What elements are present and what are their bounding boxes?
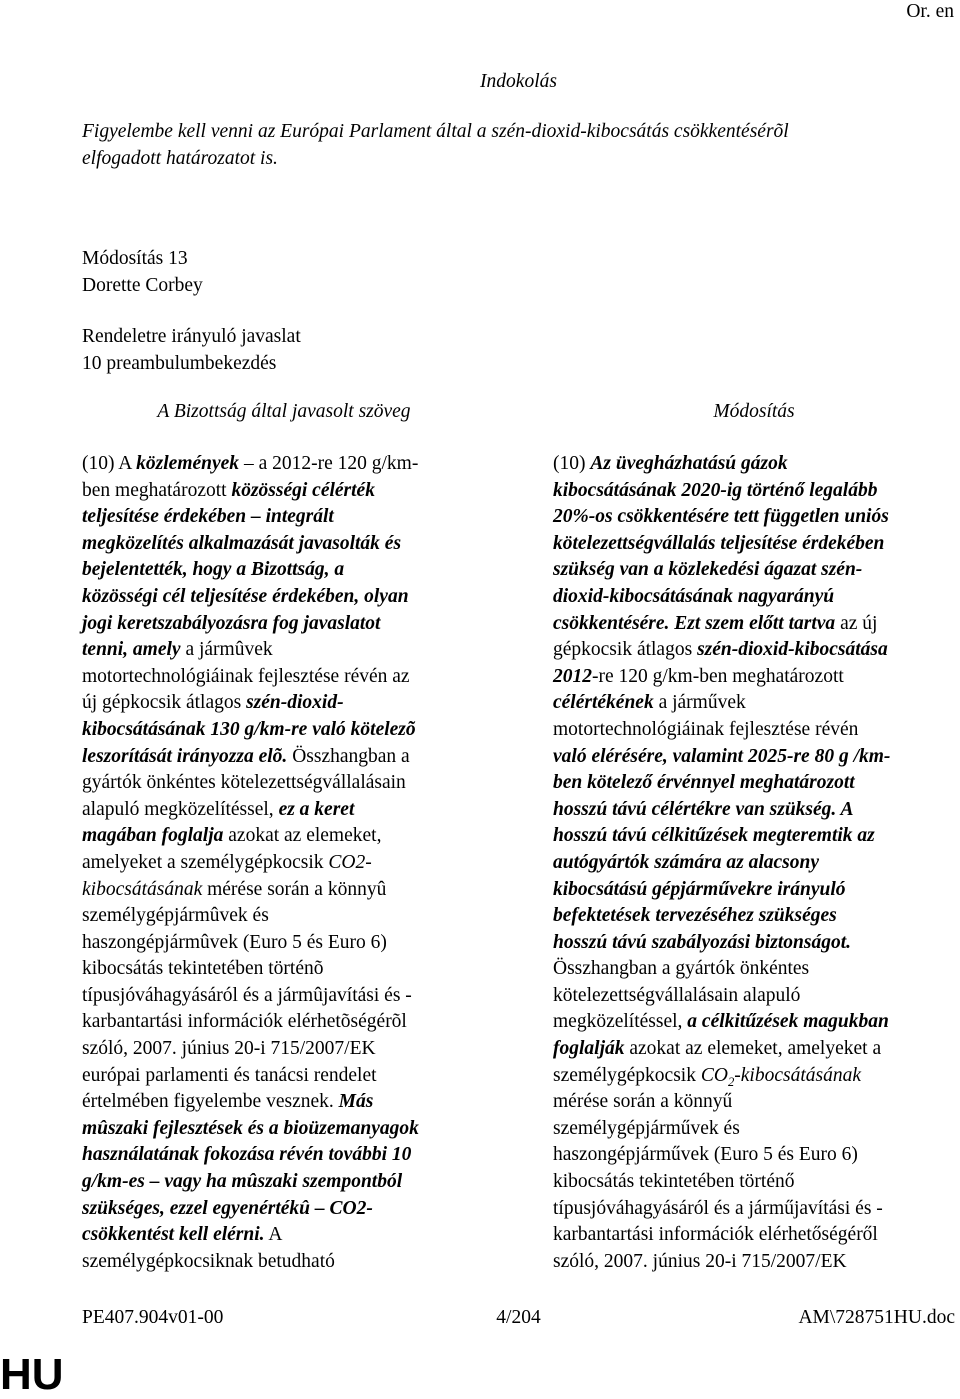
text-line <box>82 823 492 850</box>
text-line <box>82 1222 492 1249</box>
amendment-meta <box>82 245 203 299</box>
text-line <box>553 1089 958 1116</box>
text-line <box>82 1116 492 1143</box>
text-line <box>82 1089 492 1116</box>
text-run: az új <box>835 612 878 634</box>
text-run: bejelentették, hogy a Bizottság, a <box>82 559 345 581</box>
text-line <box>553 877 958 904</box>
text-run: kötelezettségvállalásain alapuló <box>553 984 801 1006</box>
proposal-type: Rendeletre irányuló javaslat <box>82 326 301 347</box>
text-run: kibocsátású gépjárművekre irányuló <box>553 878 846 900</box>
text-line <box>553 611 958 638</box>
text-run: a járművek <box>653 692 746 714</box>
text-run: CO <box>700 1064 728 1086</box>
text-run: A <box>264 1224 283 1246</box>
justification-line: elfogadott határozatot is. <box>82 148 278 169</box>
text-run: mûszaki fejlesztések és a bioüzemanyagok <box>82 1117 419 1139</box>
text-line <box>553 451 958 478</box>
text-run: 20%-os csökkentésére tett független uniós <box>553 506 889 528</box>
text-run: gépkocsik átlagos <box>553 639 698 661</box>
text-line <box>82 690 492 717</box>
text-run: foglalják <box>553 1038 625 1060</box>
text-line <box>82 1009 492 1036</box>
text-run: közlemények <box>136 453 240 474</box>
text-run: haszongépjárművek (Euro 5 és Euro 6) <box>553 1144 858 1166</box>
text-line <box>82 744 492 771</box>
text-run: mérése során a könnyű <box>553 1091 733 1113</box>
text-run: ez a keret <box>278 798 355 820</box>
text-run: kibocsátásának <box>82 878 203 900</box>
text-line <box>553 531 958 558</box>
text-run: Összhangban a gyártók önkéntes <box>553 958 810 980</box>
text-run: CO2- <box>328 851 372 873</box>
text-run: -re 120 g/km-ben meghatározott <box>592 665 844 687</box>
text-line <box>553 1009 958 1036</box>
text-line <box>553 1036 958 1063</box>
text-run: hosszú távú célértékre van szükség. A <box>553 798 854 820</box>
text-line <box>82 1196 492 1223</box>
text-line <box>553 478 958 505</box>
text-run: közösségi célérték <box>231 479 375 501</box>
text-line <box>82 584 492 611</box>
commission-text-column <box>82 451 492 1275</box>
text-line <box>82 877 492 904</box>
text-run: való elérésére, valamint 2025-re 80 g /km- <box>553 745 891 767</box>
text-line <box>82 1249 492 1276</box>
text-line <box>82 983 492 1010</box>
text-run: típusjóváhagyásáról és a jármûjavítási és - <box>82 984 412 1006</box>
text-line <box>553 1196 958 1223</box>
original-language-label: Or. en <box>906 1 954 22</box>
justification-title: Indokolás <box>480 71 557 92</box>
text-line <box>82 557 492 584</box>
text-line <box>553 1249 958 1276</box>
text-line <box>82 451 492 478</box>
text-run: Más <box>338 1091 374 1113</box>
text-run: a jármûvek <box>180 639 273 661</box>
text-run: kibocsátásának 130 g/km-re való kötelezõ <box>82 718 416 740</box>
text-run: kibocsátás tekintetében történő <box>553 1171 795 1193</box>
text-run: haszongépjármûvek (Euro 5 és Euro 6) <box>82 931 387 953</box>
text-run: ben kötelező érvénnyel meghatározott <box>553 772 855 794</box>
text-run: csökkentést kell elérni. <box>82 1224 265 1246</box>
text-run: karbantartási információk elérhetõségérõl <box>82 1011 407 1033</box>
text-run: a célkitűzések magukban <box>687 1011 889 1033</box>
text-line <box>82 770 492 797</box>
text-run: (10) <box>553 453 591 474</box>
text-run: Összhangban a <box>287 745 410 767</box>
text-line <box>553 1116 958 1143</box>
text-run: hosszú távú célkitűzések megteremtik az <box>553 825 875 847</box>
text-run: tenni, amely <box>82 639 181 661</box>
text-line <box>553 744 958 771</box>
text-run: szén-dioxid- <box>246 692 344 714</box>
text-line <box>82 1063 492 1090</box>
text-line <box>82 664 492 691</box>
text-run: (10) A <box>82 453 137 474</box>
text-run: használatának fokozása révén további 10 <box>82 1144 412 1166</box>
text-run: ben meghatározott <box>82 479 232 501</box>
text-line <box>553 717 958 744</box>
text-line <box>553 1142 958 1169</box>
text-line <box>82 1036 492 1063</box>
text-run: szén-dioxid-kibocsátása <box>697 639 888 661</box>
text-run: hosszú távú szabályozási biztonságot. <box>553 931 851 953</box>
text-run: karbantartási információk elérhetőségéről <box>553 1224 878 1246</box>
text-line <box>82 637 492 664</box>
text-line <box>82 903 492 930</box>
justification-line: Figyelembe kell venni az Európai Parlament által a szén-dioxid-kibocsátás csökkentésérõl <box>82 121 789 142</box>
text-line <box>553 1169 958 1196</box>
text-run: azokat az elemeket, <box>223 825 382 847</box>
text-run: megközelítéssel, <box>553 1011 688 1033</box>
text-run: személygépkocsik <box>553 1064 701 1086</box>
text-run: kibocsátás tekintetében történõ <box>82 958 324 980</box>
text-run: szóló, 2007. június 20-i 715/2007/EK <box>553 1250 847 1272</box>
text-run: magában foglalja <box>82 825 224 847</box>
text-run: motortechnológiáinak fejlesztése révén <box>553 718 859 740</box>
text-run: személygépjárművek és <box>553 1117 740 1139</box>
text-run: szükség van a közlekedési ágazat szén- <box>553 559 863 581</box>
footer-file-name: AM\728751HU.doc <box>798 1307 955 1328</box>
text-line <box>553 797 958 824</box>
text-line <box>82 717 492 744</box>
text-line <box>82 611 492 638</box>
amendment-number: Módosítás 13 <box>82 248 188 269</box>
footer-language-code: HU <box>0 1350 64 1399</box>
text-line <box>553 1063 958 1090</box>
text-run: amelyeket a személygépkocsik <box>82 851 329 873</box>
text-run: 2 <box>727 1074 735 1089</box>
text-run: jogi keretszabályozásra fog javaslatot <box>82 612 381 634</box>
text-run: kötelezettségvállalás teljesítése érdekében <box>553 532 885 554</box>
text-line <box>82 531 492 558</box>
text-run: kibocsátásának 2020-ig történő legalább <box>553 479 878 501</box>
text-run: új gépkocsik átlagos <box>82 692 247 714</box>
text-run: leszorítását irányozza elõ. <box>82 745 288 767</box>
text-line <box>553 664 958 691</box>
text-line <box>553 770 958 797</box>
text-run: g/km-es – vagy ha mûszaki szempontból <box>82 1171 403 1193</box>
text-run: típusjóváhagyásáról és a járműjavítási és - <box>553 1197 883 1219</box>
text-line <box>553 903 958 930</box>
text-run: szükséges, ezzel egyenértékû – CO2- <box>82 1197 373 1219</box>
text-line <box>82 956 492 983</box>
text-line <box>553 690 958 717</box>
text-run: megközelítés alkalmazását javasolták és <box>82 532 402 554</box>
text-run: célértékének <box>553 692 654 714</box>
text-run: gyártók önkéntes kötelezettségvállalásain <box>82 772 406 794</box>
footer-page-number: 4/204 <box>496 1307 541 1328</box>
text-run: teljesítése érdekében – integrált <box>82 506 334 528</box>
text-run: értelmében figyelembe vesznek. <box>82 1091 339 1113</box>
text-run: azokat az elemeket, amelyeket a <box>624 1038 882 1060</box>
text-run: személygépjármûvek és <box>82 905 269 927</box>
amendment-reference <box>82 323 301 377</box>
text-line <box>553 504 958 531</box>
text-run: szóló, 2007. június 20-i 715/2007/EK <box>82 1038 376 1060</box>
text-run: csökkentésére. Ezt szem előtt tartva <box>553 612 836 634</box>
text-run: személygépkocsiknak betudható <box>82 1250 335 1272</box>
text-line <box>553 983 958 1010</box>
text-line <box>553 956 958 983</box>
text-line <box>553 930 958 957</box>
amendment-text-heading: Módosítás <box>713 401 795 422</box>
text-line <box>82 1169 492 1196</box>
text-line <box>82 1142 492 1169</box>
text-run: motortechnológiáinak fejlesztése révén az <box>82 665 410 687</box>
text-line <box>553 584 958 611</box>
text-run: dioxid-kibocsátásának nagyarányú <box>553 585 835 607</box>
text-run: Az üvegházhatású gázok <box>590 453 788 474</box>
text-run: alapuló megközelítéssel, <box>82 798 279 820</box>
footer-document-reference: PE407.904v01-00 <box>82 1307 224 1328</box>
text-line <box>82 504 492 531</box>
amendment-text-column <box>553 451 958 1275</box>
text-run: közösségi cél teljesítése érdekében, olyan <box>82 585 409 607</box>
text-line <box>553 850 958 877</box>
commission-text-heading: A Bizottság által javasolt szöveg <box>157 401 411 422</box>
text-line <box>82 850 492 877</box>
text-run: 2012 <box>553 665 592 687</box>
text-line <box>82 930 492 957</box>
text-run: autógyártók számára az alacsony <box>553 851 819 873</box>
text-line <box>553 557 958 584</box>
text-line <box>553 823 958 850</box>
text-line <box>553 1222 958 1249</box>
text-run: mérése során a könnyû <box>202 878 387 900</box>
text-run: európai parlamenti és tanácsi rendelet <box>82 1064 377 1086</box>
recital-reference: 10 preambulumbekezdés <box>82 353 277 374</box>
text-line <box>82 478 492 505</box>
text-line <box>82 797 492 824</box>
justification-text <box>82 118 955 172</box>
amendment-author: Dorette Corbey <box>82 275 203 296</box>
text-run: befektetések tervezéséhez szükséges <box>553 905 837 927</box>
text-run: -kibocsátásának <box>734 1064 861 1086</box>
text-line <box>553 637 958 664</box>
text-run: – a 2012-re 120 g/km- <box>239 453 419 474</box>
